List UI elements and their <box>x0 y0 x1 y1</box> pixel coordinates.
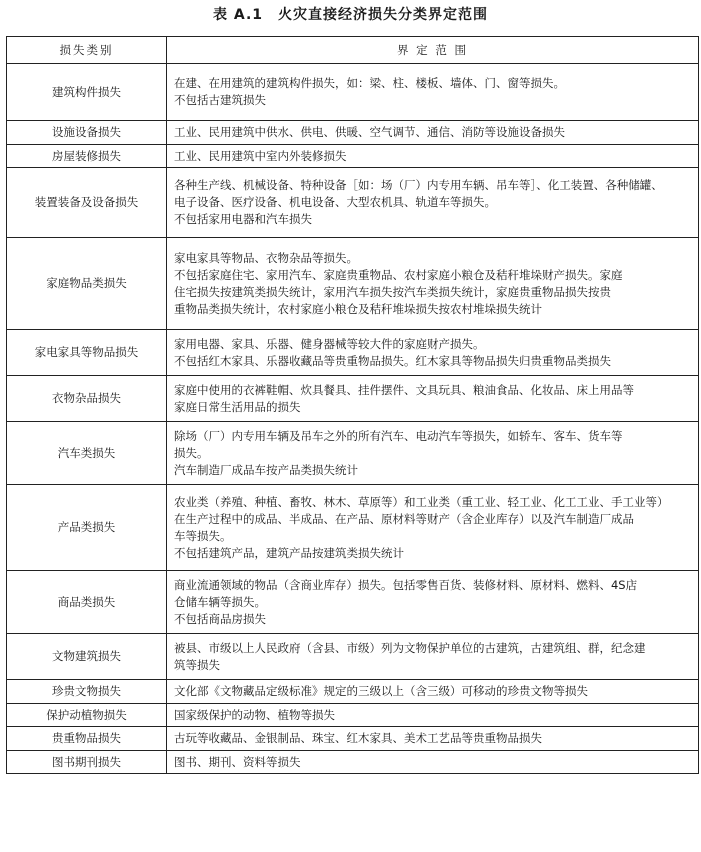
table-row <box>7 168 699 238</box>
loss-category: 文物建筑损失 <box>7 634 167 680</box>
table-row <box>7 727 699 751</box>
loss-scope <box>167 485 699 571</box>
loss-category: 衣物杂品损失 <box>7 376 167 422</box>
loss-scope <box>167 634 699 680</box>
table-row <box>7 121 699 145</box>
table-row <box>7 64 699 121</box>
table-row <box>7 571 699 634</box>
header-category: 损失类别 <box>7 37 167 64</box>
scope-line: 不包括家用电器和汽车损失 <box>174 212 312 226</box>
table-row <box>7 485 699 571</box>
table-row <box>7 238 699 330</box>
scope-line: 汽车制造厂成品车按产品类损失统计 <box>174 462 358 477</box>
scope-line: 古玩等收藏品、金银制品、珠宝、红木家具、美术工艺品等贵重物品损失 <box>174 731 542 745</box>
scope-line: 筑等损失 <box>174 657 220 672</box>
scope-line: 工业、民用建筑中供水、供电、供暖、空气调节、通信、消防等设施设备损失 <box>174 125 565 139</box>
scope-line: 不包括古建筑损失 <box>174 93 266 107</box>
loss-category: 家电家具等物品损失 <box>7 330 167 376</box>
loss-scope <box>167 121 699 145</box>
loss-category: 装置装备及设备损失 <box>7 168 167 238</box>
table-row <box>7 422 699 485</box>
header-scope: 界 定 范 围 <box>167 37 699 64</box>
loss-scope <box>167 751 699 774</box>
scope-line: 家庭中使用的衣裤鞋帽、炊具餐具、挂件摆件、文具玩具、粮油食品、化妆品、床上用品等 <box>174 382 634 397</box>
scope-line: 国家级保护的动物、植物等损失 <box>174 707 335 722</box>
loss-category: 家庭物品类损失 <box>7 238 167 330</box>
loss-category: 产品类损失 <box>7 485 167 571</box>
loss-scope <box>167 145 699 168</box>
scope-line: 家电家具等物品、衣物杂品等损失。 <box>174 250 358 265</box>
loss-classification-table <box>6 36 699 774</box>
loss-scope <box>167 727 699 751</box>
scope-line: 仓储车辆等损失。 <box>174 594 266 609</box>
scope-line: 在生产过程中的成品、半成品、在产品、原材料等财产（含企业库存）以及汽车制造厂成品 <box>174 511 634 526</box>
loss-scope <box>167 422 699 485</box>
loss-category: 保护动植物损失 <box>7 704 167 727</box>
table-row <box>7 680 699 704</box>
loss-category: 商品类损失 <box>7 571 167 634</box>
loss-category: 珍贵文物损失 <box>7 680 167 704</box>
scope-line: 文化部《文物藏品定级标准》规定的三级以上（含三级）可移动的珍贵文物等损失 <box>174 684 588 698</box>
scope-line: 不包括商品房损失 <box>174 611 266 626</box>
scope-line: 除场（厂）内专用车辆及吊车之外的所有汽车、电动汽车等损失，如轿车、客车、货车等 <box>174 428 623 443</box>
loss-scope <box>167 168 699 238</box>
scope-line: 在建、在用建筑的建筑构件损失，如：梁、柱、楼板、墙体、门、窗等损失。 <box>174 76 565 90</box>
scope-line: 被县、市级以上人民政府（含县、市级）列为文物保护单位的古建筑，古建筑组、群，纪念建 <box>174 640 646 655</box>
table-row <box>7 704 699 727</box>
loss-scope <box>167 238 699 330</box>
loss-scope <box>167 680 699 704</box>
table-header-row <box>7 37 699 64</box>
loss-category: 汽车类损失 <box>7 422 167 485</box>
loss-scope <box>167 64 699 121</box>
table-row <box>7 751 699 774</box>
loss-scope <box>167 704 699 727</box>
scope-line: 农业类（养殖、种植、畜牧、林木、草原等）和工业类（重工业、轻工业、化工工业、手工业等） <box>174 494 669 509</box>
scope-line: 电子设备、医疗设备、机电设备、大型农机具、轨道车等损失。 <box>174 195 496 209</box>
table-row <box>7 376 699 422</box>
scope-line: 工业、民用建筑中室内外装修损失 <box>174 148 347 163</box>
loss-category: 设施设备损失 <box>7 121 167 145</box>
loss-scope <box>167 571 699 634</box>
scope-line: 不包括红木家具、乐器收藏品等贵重物品损失。红木家具等物品损失归贵重物品类损失 <box>174 353 611 368</box>
scope-line: 车等损失。 <box>174 528 232 543</box>
table-row <box>7 634 699 680</box>
scope-line: 各种生产线、机械设备、特种设备［如：场（厂）内专用车辆、吊车等］、化工装置、各种储罐、 <box>174 178 663 192</box>
scope-line: 商业流通领域的物品（含商业库存）损失。包括零售百货、装修材料、原材料、燃料、4S店 <box>174 577 638 592</box>
scope-line: 家庭日常生活用品的损失 <box>174 399 301 414</box>
scope-line: 不包括家庭住宅、家用汽车、家庭贵重物品、农村家庭小粮仓及秸秆堆垛财产损失。家庭 <box>174 267 623 282</box>
table-caption: 表 A.1 火灾直接经济损失分类界定范围 <box>212 7 489 23</box>
loss-category: 建筑构件损失 <box>7 64 167 121</box>
table-row <box>7 330 699 376</box>
scope-line: 家用电器、家具、乐器、健身器械等较大件的家庭财产损失。 <box>174 336 485 351</box>
loss-category: 贵重物品损失 <box>7 727 167 751</box>
table-row <box>7 145 699 168</box>
scope-line: 不包括建筑产品，建筑产品按建筑类损失统计 <box>174 545 404 560</box>
loss-category: 图书期刊损失 <box>7 751 167 774</box>
table-body <box>7 64 699 774</box>
scope-line: 重物品类损失统计，农村家庭小粮仓及秸秆堆垛损失按农村堆垛损失统计 <box>174 301 542 316</box>
loss-category: 房屋装修损失 <box>7 145 167 168</box>
scope-line: 损失。 <box>174 445 209 460</box>
loss-scope <box>167 330 699 376</box>
loss-scope <box>167 376 699 422</box>
scope-line: 住宅损失按建筑类损失统计，家用汽车损失按汽车类损失统计，家庭贵重物品损失按贵 <box>174 284 611 299</box>
scope-line: 图书、期刊、资料等损失 <box>174 754 301 769</box>
